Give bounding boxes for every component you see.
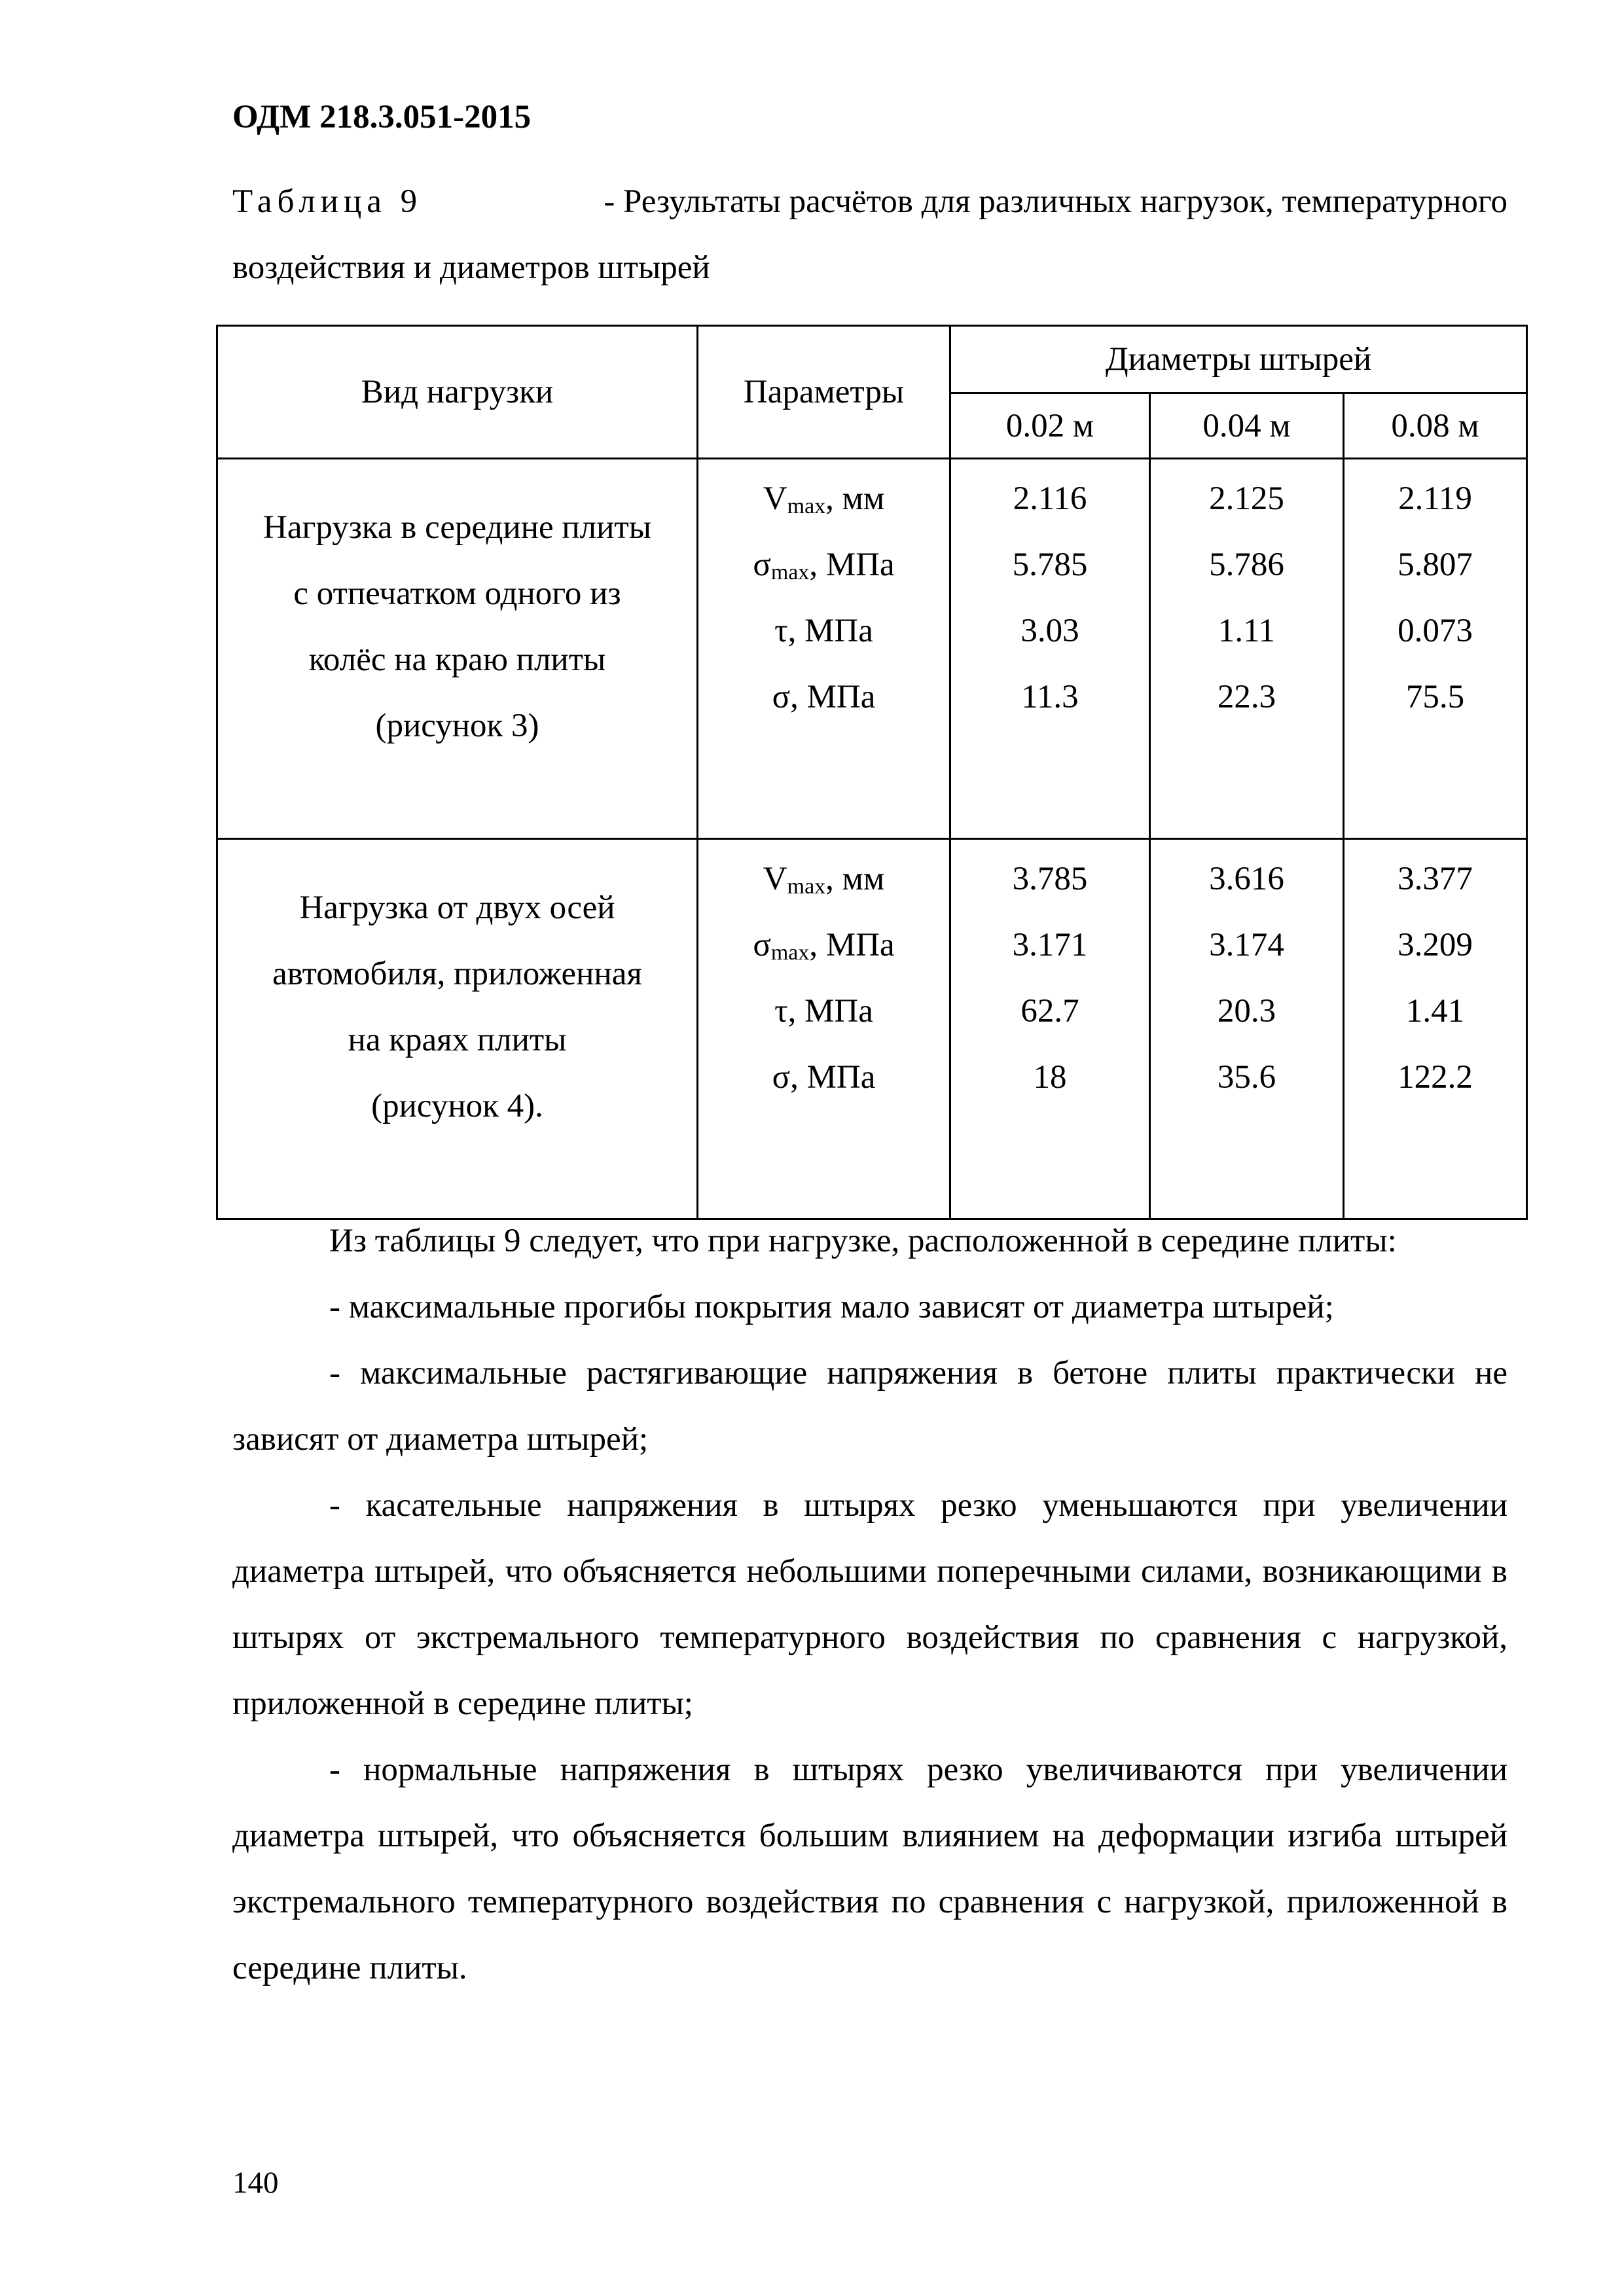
param-sigma: σ, МПа (772, 679, 876, 715)
document-header: ОДМ 218.3.051-2015 (232, 99, 532, 135)
values-cell: 3.377 3.209 1.41 122.2 (1344, 839, 1527, 1219)
param-sigma: σ, МПа (772, 1059, 876, 1096)
param-sigma-max: $\sigma_{max}$, МПа (753, 547, 895, 584)
values-cell: 2.116 5.785 3.03 11.3 (950, 459, 1150, 839)
param-vmax: $V_{max}$, мм (763, 861, 885, 899)
list-item: - нормальные напряжения в штырях резко увеличиваются при увеличении диаметра штырей, что объясняется большим влиянием на деформации изгиба штырей экстремального температурного воздействия по сравнения с нагрузкой, приложенной в середине плиты. (232, 1751, 1507, 1986)
list-item: - максимальные растягивающие напряжения в бетоне плиты практически не зависят от диаметра штырей; (232, 1355, 1507, 1458)
body-text (232, 1208, 1507, 2001)
parameters-cell (698, 839, 950, 1219)
col-header-diameter: 0.08 м (1344, 393, 1527, 459)
values-cell: 2.119 5.807 0.073 75.5 (1344, 459, 1527, 839)
load-type-cell: Нагрузка от двух осей автомобиля, приложенная на краях плиты (рисунок 4). (217, 839, 698, 1219)
col-header-parameters: Параметры (698, 326, 950, 459)
caption-title-line2: воздействия и диаметров штырей (232, 249, 710, 286)
param-tau: τ, МПа (774, 613, 873, 649)
col-header-load-type: Вид нагрузки (217, 326, 698, 459)
col-header-diameters: Диаметры штырей (950, 326, 1527, 393)
load-type-cell: Нагрузка в середине плиты с отпечатком одного из колёс на краю плиты (рисунок 3) (217, 459, 698, 839)
list-item: - касательные напряжения в штырях резко уменьшаются при увеличении диаметра штырей, что объясняется небольшими поперечными силами, возникающими в штырях от экстремального температурного воздействия по сравнения с нагрузкой, приложенной в середине плиты; (232, 1487, 1507, 1722)
values-cell: 3.785 3.171 62.7 18 (950, 839, 1150, 1219)
page-number: 140 (232, 2166, 279, 2200)
list-item: - максимальные прогибы покрытия мало зависят от диаметра штырей; (329, 1289, 1334, 1325)
caption-title-line1: - Результаты расчётов для различных нагрузок, температурного (604, 183, 1507, 220)
table-row (217, 839, 1527, 1219)
results-table (216, 325, 1528, 1220)
param-sigma-max: $\sigma_{max}$, МПа (753, 927, 895, 965)
caption-label: Таблица 9 (232, 183, 423, 220)
values-cell: 3.616 3.174 20.3 35.6 (1150, 839, 1344, 1219)
paragraph: Из таблицы 9 следует, что при нагрузке, расположенной в середине плиты: (329, 1223, 1397, 1259)
param-tau: τ, МПа (774, 993, 873, 1030)
values-cell: 2.125 5.786 1.11 22.3 (1150, 459, 1344, 839)
col-header-diameter: 0.02 м (950, 393, 1150, 459)
col-header-diameter: 0.04 м (1150, 393, 1344, 459)
parameters-cell (698, 459, 950, 839)
param-vmax: $V_{max}$, мм (763, 480, 885, 518)
table-caption (232, 169, 1507, 301)
table-row (217, 459, 1527, 839)
